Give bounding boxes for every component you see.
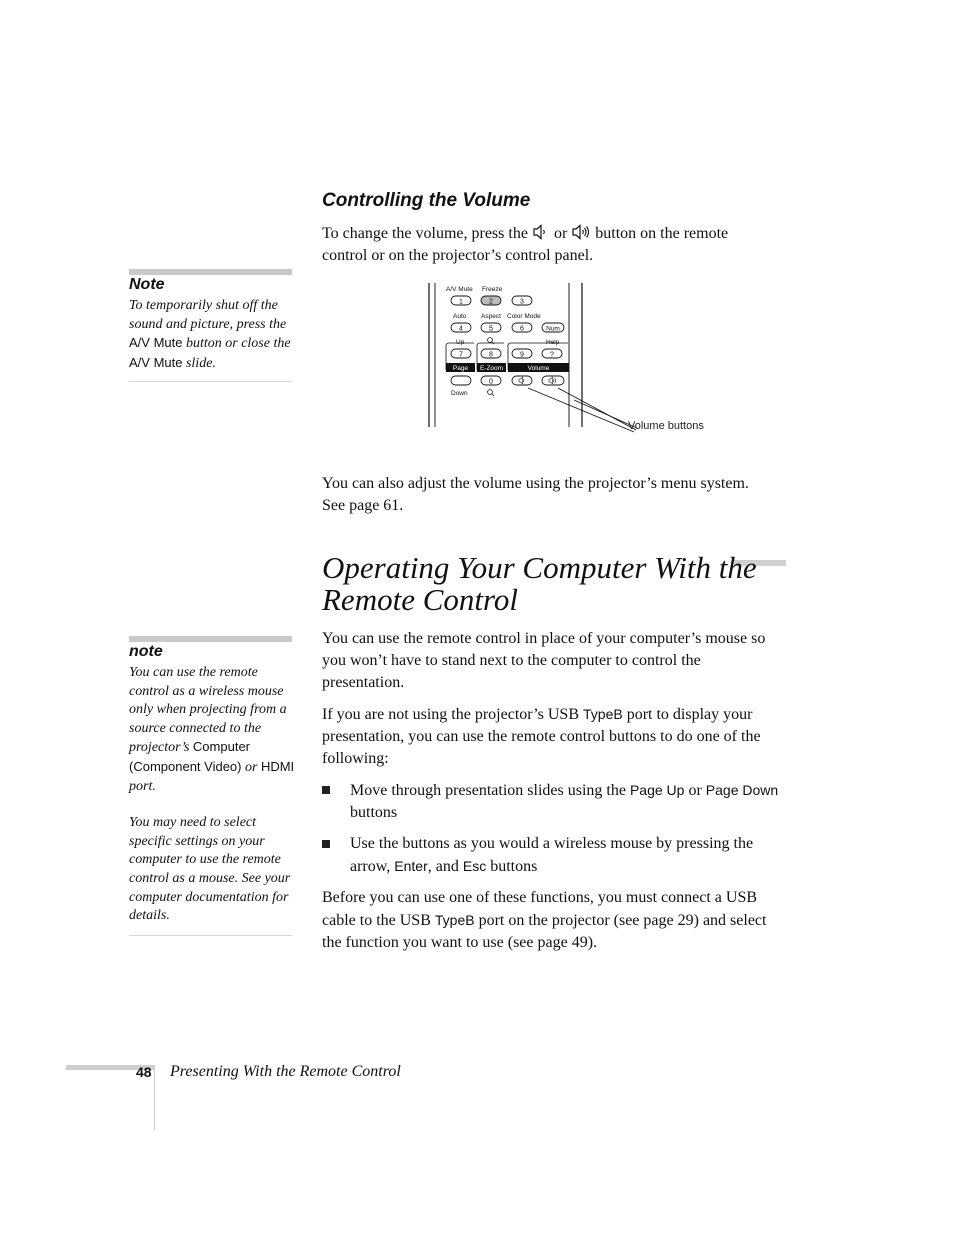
computer-port-ref: Computer (Component Video): [129, 739, 250, 774]
label-av-mute: A/V Mute: [446, 286, 473, 293]
key-8-label: 8: [489, 351, 493, 359]
key-6-label: 6: [520, 325, 524, 333]
callout-line-2: [558, 388, 636, 430]
page-number: 48: [136, 1064, 152, 1080]
note2-paragraph-1: You can use the remote control as a wireless mouse only when projecting from a source connected to the projector’s Computer (Component Video) or HDMI port.: [129, 665, 295, 794]
label-help: Help: [546, 339, 560, 346]
bullet-square: [322, 840, 330, 848]
intro-text-after: button on the remote control or on the projector’s control panel.: [322, 225, 729, 264]
label-up: Up: [456, 339, 465, 346]
chapter-paragraph-1: You can use the remote control in place of your computer’s mouse so you won’t have to stand next to the computer to control the presentation.: [322, 630, 766, 691]
key-3-label: 3: [520, 298, 524, 306]
enter-ref: Enter: [394, 858, 428, 874]
running-title: Presenting With the Remote Control: [170, 1063, 401, 1080]
section-intro: [322, 223, 762, 267]
av-mute-slide-ref: A/V Mute: [129, 354, 183, 370]
volume-callout-label: Volume buttons: [628, 420, 704, 432]
key-help-label: ?: [550, 351, 554, 359]
hdmi-port-ref: HDMI: [260, 758, 295, 774]
chapter-paragraph-3: Before you can use one of these functions, you must connect a USB cable to the USB TypeB port on the projector (see page 29) and select the function you want to use (see page 49).: [322, 889, 767, 951]
chapter-paragraph-2: If you are not using the projector’s USB TypeB port to display your presentation, you can use the remote control buttons to do one of the following:: [322, 706, 761, 767]
label-freeze: Freeze: [482, 286, 503, 293]
intro-text-before: To change the volume, press the: [322, 225, 528, 242]
options-list: [322, 779, 784, 878]
page-up-ref: Page Up: [629, 782, 685, 798]
key-7-label: 7: [459, 351, 463, 359]
volume-up-icon: [571, 224, 591, 240]
label-auto: Auto: [453, 313, 467, 320]
page-bar-label: Page: [452, 365, 469, 372]
volume-down-icon: [532, 224, 550, 240]
list-item: Use the buttons as you would a wireless mouse by pressing the arrow, Enter, and Esc buttons: [322, 833, 784, 878]
note2-bar: [129, 636, 292, 642]
typeb-port-ref-2: TypeB: [434, 912, 475, 928]
note1-bar: [129, 269, 292, 275]
key-2-label: 2: [489, 298, 493, 306]
note2-rule: [129, 935, 292, 936]
list-item: Move through presentation slides using the Page Up or Page Down buttons: [322, 779, 784, 824]
key-0-label: 0: [489, 378, 493, 386]
key-9-label: 9: [520, 351, 524, 359]
zoom-out-icon: [488, 390, 494, 396]
label-down: Down: [451, 390, 468, 397]
bullet-square: [322, 786, 330, 794]
key-1-label: 1: [459, 298, 463, 306]
key-5-label: 5: [489, 325, 493, 333]
section-heading: Controlling the Volume: [322, 190, 531, 211]
note1-body: To temporarily shut off the sound and picture, press the A/V Mute button or close the A/V Mute slide.: [129, 298, 291, 371]
callout-line-1: [528, 388, 634, 432]
note2-body: [129, 664, 297, 926]
volume-menu-paragraph: You can also adjust the volume using the projector’s menu system. See page 61.: [322, 475, 749, 514]
key-4-label: 4: [459, 325, 463, 333]
page-down-ref: Page Down: [705, 782, 779, 798]
typeb-port-ref-1: TypeB: [583, 706, 623, 722]
intro-or: or: [553, 225, 568, 242]
note1-rule: [129, 381, 292, 382]
av-mute-ref: A/V Mute: [129, 335, 183, 351]
label-color-mode: Color Mode: [507, 313, 541, 320]
chapter-body: [322, 628, 784, 954]
key-num-label: Num: [546, 325, 560, 333]
chapter-title: Operating Your Computer With the Remote Control: [322, 550, 757, 617]
key-page-down: [451, 376, 471, 385]
label-aspect: Aspect: [481, 313, 501, 320]
key-volume-up: [542, 376, 564, 385]
note2-paragraph-2: You may need to select specific settings on your computer to use the remote control as a mouse. See your computer documentation for details.: [129, 815, 291, 924]
volume-bar-label: Volume: [527, 365, 550, 372]
footer-vertical-rule: [154, 1065, 155, 1130]
ezoom-bar-label: E-Zoom: [479, 365, 504, 372]
note1-title: Note: [129, 276, 165, 293]
esc-ref: Esc: [462, 858, 487, 874]
note2-title: note: [129, 643, 163, 660]
